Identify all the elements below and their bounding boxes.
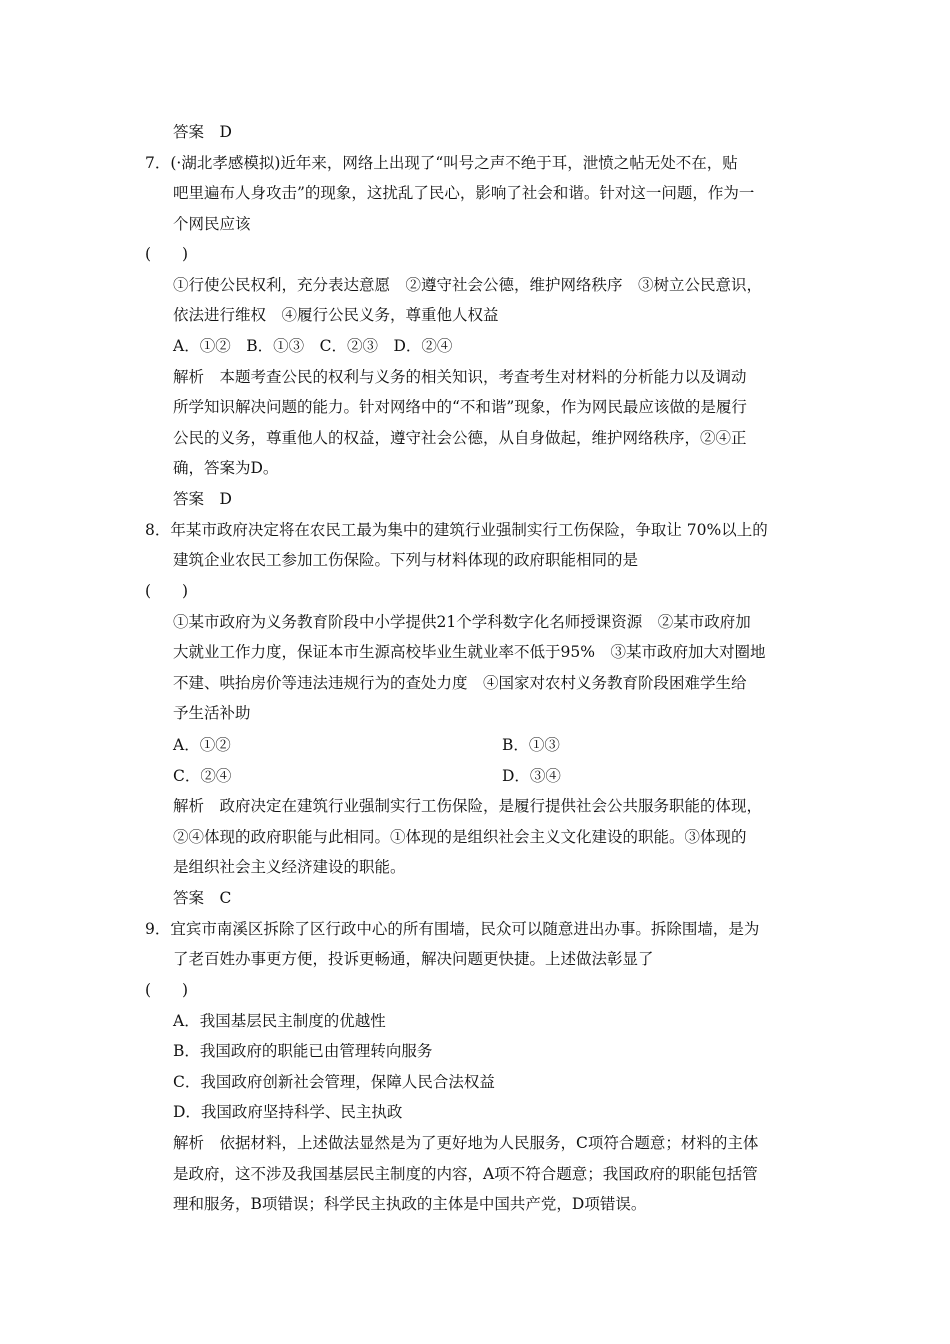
q7-analysis-line: 公民的义务，尊重他人的权益，遵守社会公德，从自身做起，维护网络秩序，②④正 xyxy=(173,429,747,447)
q8-option-b: B．①③ xyxy=(502,736,560,754)
q8-stem-line: 8．年某市政府决定将在农民工最为集中的建筑行业强制实行工伤保险，争取让 70%以上的 xyxy=(145,521,768,539)
q9-option-a: A．我国基层民主制度的优越性 xyxy=(173,1012,386,1030)
q7-stem-line: 7．(·湖北孝感模拟)近年来，网络上出现了“叫号之声不绝于耳，泄愤之帖无处不在，贴 xyxy=(145,154,738,172)
q7-analysis-line: 解析 本题考查公民的权利与义务的相关知识，考查考生对材料的分析能力以及调动 xyxy=(173,368,747,386)
q9-option-b: B．我国政府的职能已由管理转向服务 xyxy=(173,1042,433,1060)
q8-stem-line: 建筑企业农民工参加工伤保险。下列与材料体现的政府职能相同的是 xyxy=(173,551,639,569)
q7-stem-line: 个网民应该 xyxy=(173,215,251,233)
q8-analysis-line: 解析 政府决定在建筑行业强制实行工伤保险，是履行提供社会公共服务职能的体现， xyxy=(173,797,763,815)
q9-analysis-line: 解析 依据材料，上述做法显然是为了更好地为人民服务，C项符合题意；材料的主体 xyxy=(173,1134,759,1152)
q9-option-c: C．我国政府创新社会管理，保障人民合法权益 xyxy=(173,1073,495,1091)
q8-answer-blank: ( ) xyxy=(145,582,189,600)
q9-option-d: D．我国政府坚持科学、民主执政 xyxy=(173,1103,403,1121)
q9-answer-blank: ( ) xyxy=(145,981,189,999)
q7-item-line: 依法进行维权 ④履行公民义务，尊重他人权益 xyxy=(173,306,499,324)
q9-stem-line: 了老百姓办事更方便，投诉更畅通，解决问题更快捷。上述做法彰显了 xyxy=(173,950,654,968)
q7-options: A．①② B．①③ C．②③ D．②④ xyxy=(173,337,453,355)
q8-answer: 答案 C xyxy=(173,889,232,907)
q8-analysis-line: ②④体现的政府职能与此相同。①体现的是组织社会主义文化建设的职能。③体现的 xyxy=(173,828,747,846)
q8-option-d: D．③④ xyxy=(502,767,561,785)
q7-answer-blank: ( ) xyxy=(145,245,189,263)
q9-analysis-line: 理和服务，B项错误；科学民主执政的主体是中国共产党，D项错误。 xyxy=(173,1195,647,1213)
q8-option-c: C．②④ xyxy=(173,767,232,785)
q9-stem-line: 9．宜宾市南溪区拆除了区行政中心的所有围墙，民众可以随意进出办事。拆除围墙，是为 xyxy=(145,920,760,938)
q9-analysis-line: 是政府，这不涉及我国基层民主制度的内容，A项不符合题意；我国政府的职能包括管 xyxy=(173,1165,758,1183)
q7-analysis-line: 所学知识解决问题的能力。针对网络中的“不和谐”现象，作为网民最应该做的是履行 xyxy=(173,398,747,416)
q8-option-a: A．①② xyxy=(173,736,231,754)
q7-item-line: ①行使公民权利，充分表达意愿 ②遵守社会公德，维护网络秩序 ③树立公民意识， xyxy=(173,276,763,294)
q7-answer: 答案 D xyxy=(173,490,232,508)
q8-item-line: ①某市政府为义务教育阶段中小学提供21个学科数字化名师授课资源 ②某市政府加 xyxy=(173,613,751,631)
q8-analysis-line: 是组织社会主义经济建设的职能。 xyxy=(173,858,406,876)
q7-stem-line: 吧里遍布人身攻击”的现象，这扰乱了民心，影响了社会和谐。针对这一问题，作为一 xyxy=(173,184,755,202)
q8-item-line: 予生活补助 xyxy=(173,704,251,722)
q8-item-line: 不建、哄抬房价等违法违规行为的查处力度 ④国家对农村义务教育阶段困难学生给 xyxy=(173,674,747,692)
q7-analysis-line: 确，答案为D。 xyxy=(173,459,279,477)
q8-item-line: 大就业工作力度，保证本市生源高校毕业生就业率不低于95% ③某市政府加大对圈地 xyxy=(173,643,766,661)
q6-answer: 答案 D xyxy=(173,123,232,141)
